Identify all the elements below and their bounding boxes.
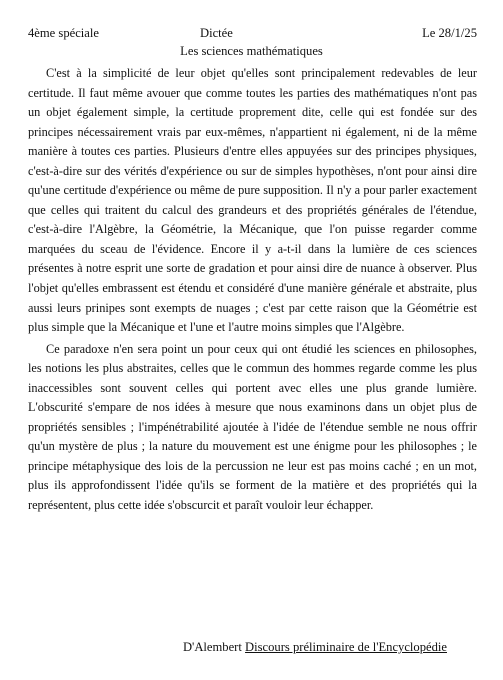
date-label: Le 28/1/25 bbox=[422, 26, 477, 40]
signature-work: Discours préliminaire de l'Encyclopédie bbox=[245, 640, 447, 654]
class-label: 4ème spéciale bbox=[28, 26, 99, 40]
page-header bbox=[28, 26, 477, 42]
document-title: Les sciences mathématiques bbox=[180, 44, 323, 58]
paragraph-1: C'est à la simplicité de leur objet qu'elles sont principalement redevables de leur certitude. Il faut même avouer que comme toutes les parties des mathématiques n'ont pas un objet également simple, la certitude proprement dite, celle qui est fondée sur des principes nécessairement vrais par eux-mêmes, n'appartient ni également, ni de la même manière à toutes ces parties. Plusieurs d'entre elles appuyées sur des principes physiques, c'est-à-dire sur des vérités d'expérience ou sur de simples hypothèses, n'ont pour ainsi dire qu'une certitude d'expérience ou même de pure supposition. Il n'y a pour parler exactement que celles qui traitent du calcul des grandeurs et des propriétés générales de l'étendue, c'est-à-dire l'Algèbre, la Géométrie, la Mécanique, que l'on puisse regarder comme marquées du sceau de l'évidence. Encore il y a-t-il dans la lumière de ces sciences présentes à notre esprit une sorte de gradation et pour ainsi dire de nuance à observer. Plus l'objet qu'elles embrassent est étendu et considéré d'une manière générale et abstraite, plus aussi leurs prinipes sont exempts de nuages ; c'est par cette raison que la Géométrie est plus simple que la Mécanique et l'une et l'autre moins simples que l'Algèbre. bbox=[28, 66, 477, 335]
paragraph-2: Ce paradoxe n'en sera point un pour ceux qui ont étudié les sciences en philosophes, les notions les plus abstraites, celles que le commun des hommes regarde comme les plus inaccessibles sont souvent celles qui portent avec elles une plus grande lumière. L'obscurité s'empare de nos idées à mesure que nous examinons dans un objet plus de propriétés sensibles ; l'impénétrabilité ajoutée à l'idée de l'étendue semble ne nous offrir qu'un mystère de plus ; la nature du mouvement est une énigme pour les philosophes ; le principe métaphysique des lois de la percussion ne leur est pas moins caché ; en un mot, plus ils approfondissent l'idée qu'ils se forment de la matière et des propriétés qui la représentent, plus cette idée s'obscurcit et paraît vouloir leur échapper. bbox=[28, 341, 477, 513]
document-body bbox=[28, 64, 477, 516]
exercise-type: Dictée bbox=[200, 26, 233, 40]
signature bbox=[183, 640, 447, 655]
signature-author: D'Alembert bbox=[182, 640, 242, 654]
